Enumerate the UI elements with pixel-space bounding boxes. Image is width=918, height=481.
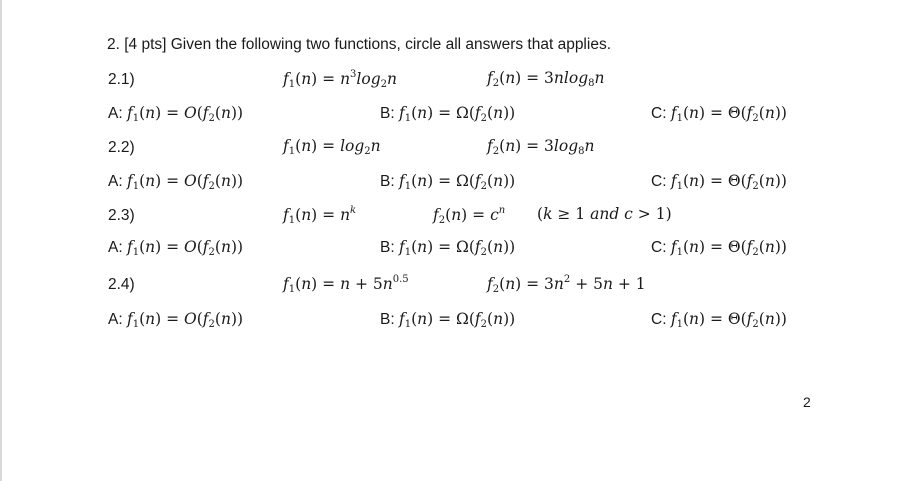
option-b-2-2[interactable]: B: $f_1(n) = \Omega(f_2(n))$ — [380, 172, 516, 192]
question-label-2-1: 2.1) — [108, 71, 135, 88]
f1-expression-2-2: $f_1(n) = \log_2n$ — [283, 137, 381, 157]
option-b-2-3[interactable]: B: $f_1(n) = \Omega(f_2(n))$ — [380, 238, 516, 258]
f1-expression-2-1: $f_1(n) = n^3\log_2n$ — [283, 69, 397, 90]
f2-expression-2-2: $f_2(n) = 3\log_8n$ — [487, 137, 595, 157]
condition-2-3: (k ≥ 1 and c > 1) — [537, 205, 672, 223]
f2-expression-2-1: $f_2(n) = 3nlog_8n$ — [487, 69, 605, 89]
f2-expression-2-3: $f_2(n) = c^n$ — [433, 205, 506, 226]
option-b-2-1[interactable]: B: $f_1(n) = \Omega(f_2(n))$ — [380, 104, 516, 124]
option-c-2-1[interactable]: C: $f_1(n) = \Theta(f_2(n))$ — [651, 104, 787, 124]
option-c-2-3[interactable]: C: $f_1(n) = \Theta(f_2(n))$ — [651, 238, 787, 258]
option-c-2-2[interactable]: C: $f_1(n) = \Theta(f_2(n))$ — [651, 172, 787, 192]
option-c-2-4[interactable]: C: $f_1(n) = \Theta(f_2(n))$ — [651, 310, 787, 330]
option-a-2-3[interactable]: A: $f_1(n) = O(f_2(n))$ — [108, 238, 244, 258]
option-b-2-4[interactable]: B: $f_1(n) = \Omega(f_2(n))$ — [380, 310, 516, 330]
page-number: 2 — [803, 394, 811, 410]
f1-expression-2-3: $f_1(n) = n^k$ — [283, 205, 357, 226]
option-a-2-2[interactable]: A: $f_1(n) = O(f_2(n))$ — [108, 172, 244, 192]
f2-expression-2-4: $f_2(n) = 3n^2 + 5n + 1$ — [487, 274, 646, 295]
question-label-2-4: 2.4) — [108, 276, 135, 293]
page-left-edge — [0, 0, 2, 481]
question-heading: 2. [4 pts] Given the following two functions, circle all answers that applies. — [107, 36, 611, 53]
option-a-2-1[interactable]: A: $f_1(n) = O(f_2(n))$ — [108, 104, 244, 124]
f1-expression-2-4: $f_1(n) = n + 5n^{0.5}$ — [283, 274, 409, 295]
question-label-2-3: 2.3) — [108, 207, 135, 224]
question-label-2-2: 2.2) — [108, 139, 135, 156]
option-a-2-4[interactable]: A: $f_1(n) = O(f_2(n))$ — [108, 310, 244, 330]
